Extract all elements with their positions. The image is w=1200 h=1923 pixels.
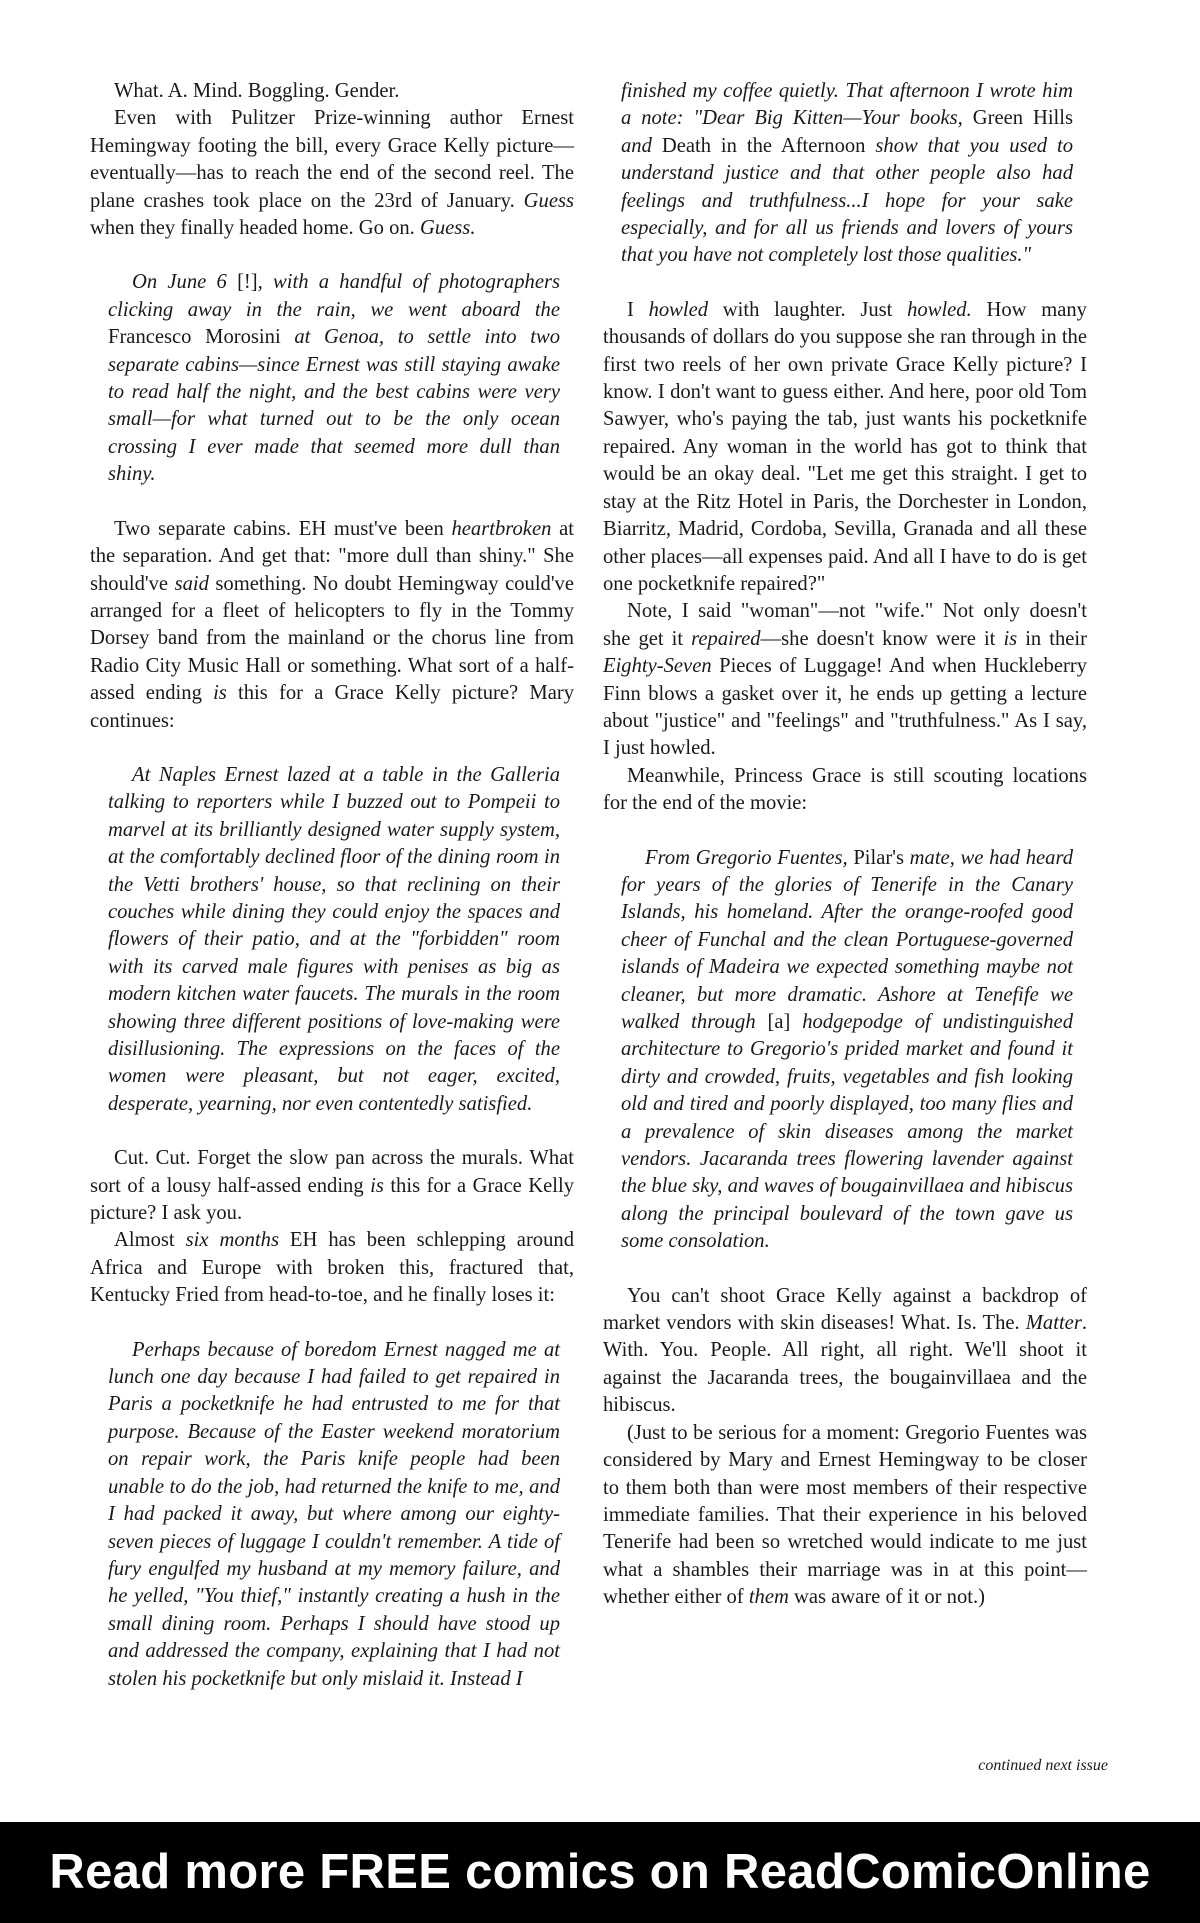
text-run: Almost <box>114 1229 186 1252</box>
emphasis-text: is <box>1003 627 1018 650</box>
text-run: finished my coffee quietly. That afternoon I wrote him a note: "Dear Big Kitten—Your books, <box>621 80 1073 130</box>
text-run: I <box>627 298 649 321</box>
quoted-excerpt <box>603 78 1087 270</box>
emphasis-text: is <box>370 1174 384 1197</box>
text-run: Note, I said "woman"—not "wife." Not only doesn't she get it <box>603 600 1087 650</box>
emphasis-text: howled. <box>907 298 972 321</box>
paragraph-gap <box>90 735 574 762</box>
right-text-column <box>603 78 1087 1612</box>
paragraph-gap <box>90 489 574 516</box>
text-run: at Genoa, to settle into two separate cabins—since Ernest was still staying awake to read half the night, and the best cabins were very small—for what turned out to be the only ocean crossing I ever made that seemed more dull than shiny. <box>108 326 560 486</box>
text-run: From Gregorio Fuentes, <box>645 846 854 869</box>
text-run: (Just to be serious for a moment: Gregorio Fuentes was considered by Mary and Ernest Hemingway to be closer to them both than were most members of their respective immediate families. That their experience in his beloved Tenerife had been so wretched would indicate to me just what a shambles their marriage was in at this point—whether either of <box>603 1421 1087 1609</box>
text-run: EH has been schlepping around Africa and Europe with broken this, fractured that, Kentucky Fried from head-to-toe, and he finally loses it: <box>90 1229 574 1307</box>
text-run: Meanwhile, Princess Grace is still scouting locations for the end of the movie: <box>603 764 1087 815</box>
text-run: Cut. Cut. Forget the slow pan across the murals. What sort of a lousy half-assed ending <box>90 1147 574 1197</box>
emphasis-text: them <box>748 1586 789 1609</box>
text-run: was aware of it or not.) <box>788 1586 985 1609</box>
text-run: at the separation. And get that: "more dull than shiny." She should've <box>90 517 574 595</box>
text-run: and <box>621 134 662 157</box>
body-paragraph <box>603 763 1087 818</box>
paragraph-gap <box>603 270 1087 297</box>
title-text: Death in the Afternoon <box>661 134 866 157</box>
text-run: How many thousands of dollars do you suppose she ran through in the first two reels of her own private Grace Kelly picture? I know. I don't want to guess either. And here, poor old Tom Sawyer, who's paying the tab, just wants his pocketknife repaired. Any woman in the world has got to think that would be an okay deal. "Let me get this straight. I get to stay at the Ritz Hotel in Paris, the Dorchester in London, Biarritz, Madrid, Cordoba, Sevilla, Granada and all these other places—all expenses paid. And all I have to do is get one pocketknife repaired?" <box>603 298 1087 595</box>
title-text: Green Hills <box>972 107 1073 130</box>
text-run: something. No doubt Hemingway could've arranged for a fleet of helicopters to fly in the Tommy Dorsey band from the mainland or the chorus line from Radio City Music Hall or something. What sort of a half-assed ending <box>90 572 574 705</box>
emphasis-text: Matter <box>1025 1312 1082 1335</box>
paragraph-gap <box>90 242 574 269</box>
text-run: At Naples Ernest lazed at a table in the Galleria talking to reporters while I buzzed out to Pompeii to marvel at its brilliantly designed water supply system, at the comfortably declined floor of the dining room in the Vetti brothers' house, so that reclining on their couches while dining they could enjoy the spaces and flowers of their patio, and at the "forbidden" room with its carved male figures with penises as big as modern kitchen water faucets. The murals in the room showing three different positions of love-making were disillusioning. The expressions on the faces of the women were pleasant, but not eager, excited, desperate, yearning, nor even contentedly satisfied. <box>108 763 560 1115</box>
left-text-column <box>90 78 574 1693</box>
quoted-excerpt <box>90 1337 574 1693</box>
emphasis-text: heartbroken <box>451 517 552 540</box>
paragraph-gap <box>603 818 1087 845</box>
body-paragraph <box>90 1145 574 1227</box>
text-run: You can't shoot Grace Kelly against a backdrop of market vendors with skin diseases! What. Is. The. <box>603 1284 1087 1335</box>
promo-banner[interactable]: Read more FREE comics on ReadComicOnline <box>0 1822 1200 1923</box>
text-run: with laughter. Just <box>708 298 908 321</box>
body-paragraph <box>90 1227 574 1309</box>
body-paragraph <box>603 297 1087 598</box>
body-paragraph <box>603 1420 1087 1612</box>
text-run: . With. You. People. All right, all right. We'll shoot it against the Jacaranda trees, the bougainvillaea and the hibiscus. <box>603 1312 1087 1417</box>
text-run: mate, we had heard for years of the glories of Tenerife in the Canary Islands, his homeland. After the orange-roofed good cheer of Funchal and the clean Portuguese-governed islands of Madeira we expected something maybe not cleaner, but more dramatic. Ashore at Tenefife we walked through <box>621 846 1074 1033</box>
body-paragraph <box>603 598 1087 762</box>
emphasis-text: repaired <box>691 627 761 650</box>
text-run: On June 6 <box>132 271 238 294</box>
text-run: Even with Pulitzer Prize-winning author Ernest Hemingway footing the bill, every Grace Kelly picture—eventually—has to reach the end of the second reel. The plane crashes took place on the 23rd of January. <box>90 107 574 212</box>
text-run: this for a Grace Kelly picture? I ask you. <box>90 1174 574 1225</box>
text-run: when they finally headed home. Go on. <box>90 217 420 240</box>
body-paragraph: What. A. Mind. Boggling. Gender. <box>114 80 400 102</box>
title-text: Pilar's <box>853 846 904 869</box>
continued-note: continued next issue <box>978 1757 1108 1774</box>
title-text: [!] <box>237 271 258 294</box>
emphasis-text: is <box>213 682 227 705</box>
text-run: —she doesn't know were it <box>760 627 1004 650</box>
emphasis-text: six months <box>185 1229 279 1252</box>
text-run: , with a handful of photographers clicking away in the rain, we went aboard the <box>108 271 560 321</box>
title-text: Francesco Morosini <box>108 326 281 349</box>
paragraph-gap <box>603 1256 1087 1283</box>
emphasis-text: said <box>174 572 209 595</box>
quoted-excerpt <box>90 269 574 488</box>
quoted-excerpt <box>603 845 1087 1256</box>
text-run: Two separate cabins. EH must've been <box>114 517 452 540</box>
title-text: [a] <box>767 1011 791 1033</box>
text-run: hodgepodge of undistinguished architecture to Gregorio's prided market and found it dirty and crowded, fruits, vegetables and fish looking old and tired and poorly displayed, too many flies and a prevalence of skin diseases among the market vendors. Jacaranda trees flowering lavender against the blue sky, and waves of bougainvillaea and hibiscus along the principal boulevard of the town gave us some consolation. <box>621 1011 1073 1253</box>
text-run: Perhaps because of boredom Ernest nagged me at lunch one day because I had failed to get repaired in Paris a pocketknife he had entrusted to me for that purpose. Because of the Easter weekend moratorium on repair work, the Paris knife people had been unable to do the job, had returned the knife to me, and I had packed it away, but where among our eighty-seven pieces of luggage I couldn't remember. A tide of fury engulfed my husband at my memory failure, and he yelled, "You thief," instantly creating a hush in the small dining room. Perhaps I should have stood up and addressed the company, explaining that I had not stolen his pocketknife but only mislaid it. Instead I <box>108 1338 560 1690</box>
paragraph-gap <box>90 1310 574 1337</box>
paragraph-gap <box>90 1118 574 1145</box>
body-paragraph <box>90 105 574 242</box>
body-paragraph <box>90 516 574 735</box>
emphasis-text: howled <box>648 298 709 321</box>
text-run: show that you used to understand justice and that other people also had feelings and truthfulness...I hope for your sake especially, and for all us friends and lovers of yours that you have not completely lost those qualities." <box>621 134 1073 267</box>
emphasis-text: Eighty-Seven <box>603 655 712 678</box>
body-paragraph <box>603 1283 1087 1420</box>
emphasis-text: Guess <box>523 189 574 212</box>
text-run: Pieces of Luggage! And when Huckleberry Finn blows a gasket over it, he ends up getting a lecture about "justice" and "feelings" and "truthfulness." As I say, I just howled. <box>603 655 1087 760</box>
quoted-excerpt <box>90 762 574 1118</box>
emphasis-text: Guess. <box>419 217 476 240</box>
text-run: this for a Grace Kelly picture? Mary continues: <box>90 682 575 732</box>
text-run: in their <box>1017 627 1088 650</box>
